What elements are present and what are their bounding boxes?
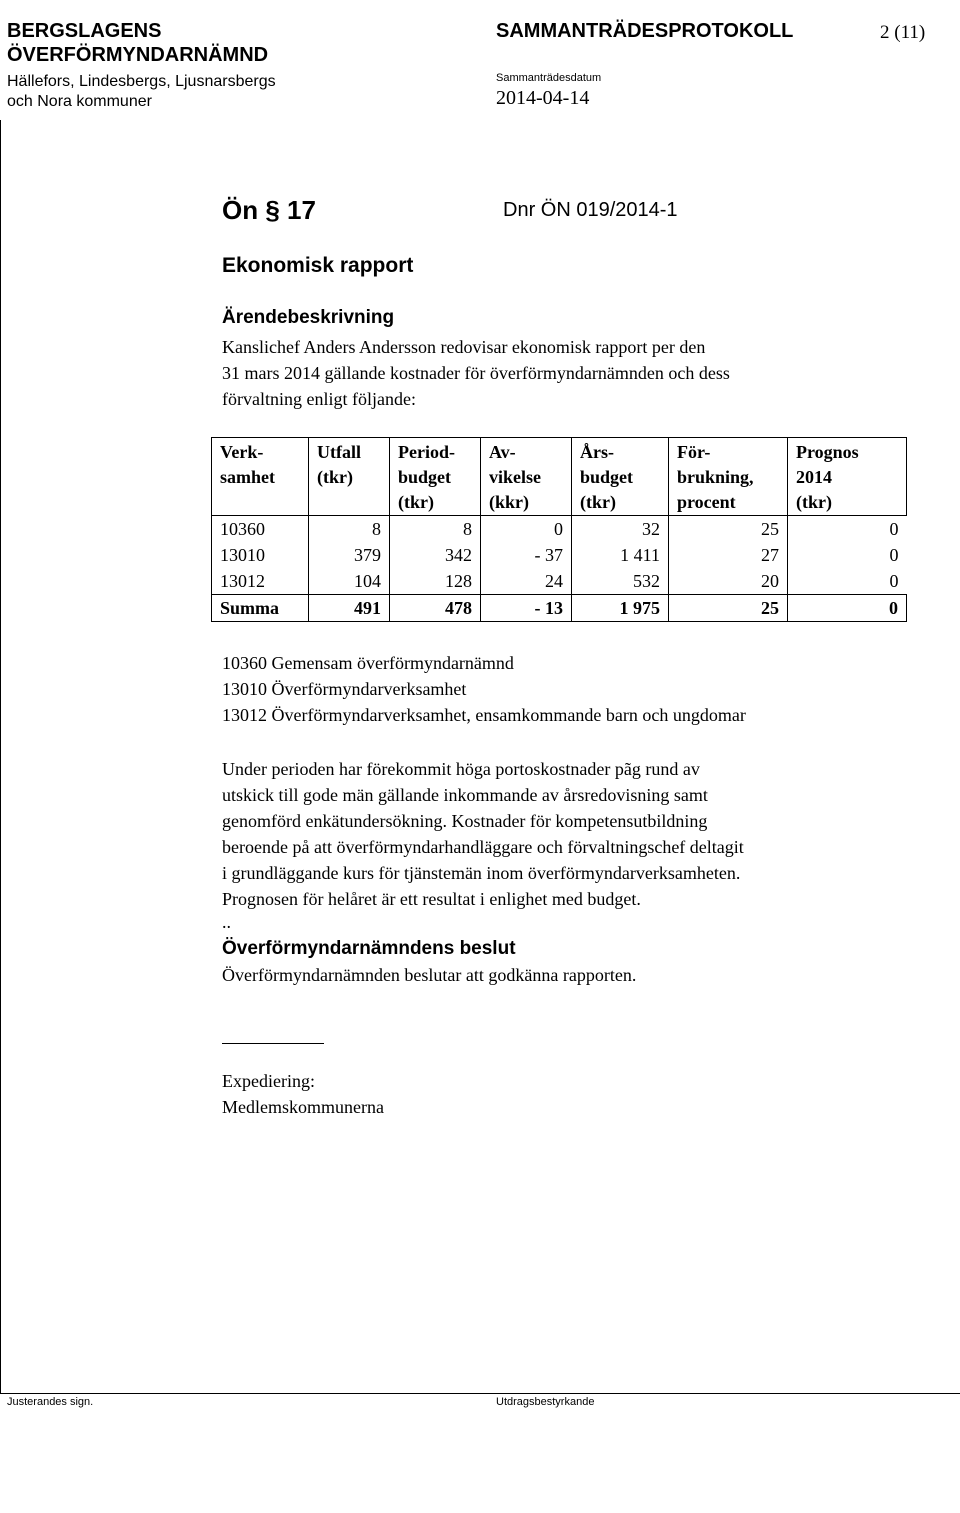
account-legend [222,650,922,728]
intro-line: Kanslichef Anders Andersson redovisar ekonomisk rapport per den [222,337,706,357]
col-header-arsbudget: Års- budget (tkr) [572,438,669,516]
table-cell: 532 [572,568,669,595]
table-row [212,516,907,543]
left-margin-rule [0,120,1,1393]
table-cell: 20 [669,568,788,595]
table-cell: 13012 [212,568,309,595]
table-cell: 0 [481,516,572,543]
intro-line: 31 mars 2014 gällande kostnader för överförmyndarnämnden och dess [222,363,730,383]
col-header-verksamhet: Verk- samhet [212,438,309,516]
body-line: utskick till gode män gällande inkommande av årsredovisning samt [222,785,708,805]
separator-dots: .. [222,912,231,932]
table-row [212,542,907,568]
paragraph-number: Ön § 17 [222,195,316,225]
table-cell: 379 [309,542,390,568]
table-cell: 491 [309,595,390,622]
distribution-value: Medlemskommunerna [222,1097,384,1117]
signature-line [222,1043,324,1044]
table-cell: 25 [669,595,788,622]
table-cell: Summa [212,595,309,622]
diary-number: Dnr ÖN 019/2014-1 [503,199,678,221]
table-cell: 128 [390,568,481,595]
table-cell: 1 411 [572,542,669,568]
budget-table [211,437,907,622]
table-header-row [212,438,907,516]
org-name-line2: ÖVERFÖRMYNDARNÄMND [7,44,269,66]
table-cell: 478 [390,595,481,622]
table-cell: 104 [309,568,390,595]
col-header-periodbudget: Period- budget (tkr) [390,438,481,516]
document-title: SAMMANTRÄDESPROTOKOLL [496,20,794,42]
case-description-heading: Ärendebeskrivning [222,307,395,328]
org-name-line1: BERGSLAGENS [7,20,162,42]
table-cell: 10360 [212,516,309,543]
table-cell: 0 [788,516,907,543]
table-cell: 342 [390,542,481,568]
table-cell: 8 [390,516,481,543]
org-municipalities-line1: Hällefors, Lindesbergs, Ljusnarsbergs [7,73,276,90]
table-cell: 25 [669,516,788,543]
meeting-date-label: Sammanträdesdatum [496,72,602,84]
col-header-prognos: Prognos 2014 (tkr) [788,438,907,516]
body-line: beroende på att överförmyndarhandläggare och förvaltningschef deltagit [222,837,744,857]
decision-heading: Överförmyndarnämndens beslut [222,938,516,959]
table-cell: 32 [572,516,669,543]
table-cell: - 37 [481,542,572,568]
body-line: Prognosen för helåret är ett resultat i enlighet med budget. [222,889,641,909]
decision-text: Överförmyndarnämnden beslutar att godkänna rapporten. [222,965,637,985]
table-cell: 0 [788,542,907,568]
table-row [212,568,907,595]
page-number: 2 (11) [880,22,926,43]
legend-line: 10360 Gemensam överförmyndarnämnd [222,653,514,673]
col-header-utfall: Utfall (tkr) [309,438,390,516]
table-cell: 13010 [212,542,309,568]
table-cell: 0 [788,568,907,595]
col-header-avvikelse: Av- vikelse (kkr) [481,438,572,516]
legend-line: 13010 Överförmyndarverksamhet [222,679,467,699]
table-cell: - 13 [481,595,572,622]
table-cell: 8 [309,516,390,543]
body-text [222,756,922,912]
table-cell: 0 [788,595,907,622]
meeting-date-value: 2014-04-14 [496,87,590,109]
footer-certification: Utdragsbestyrkande [496,1396,595,1408]
intro-text [222,334,922,412]
table-cell: 24 [481,568,572,595]
body-line: Under perioden har förekommit höga portoskostnader pãg rund av [222,759,700,779]
legend-line: 13012 Överförmyndarverksamhet, ensamkommande barn och ungdomar [222,705,746,725]
col-header-forbrukning: För- brukning, procent [669,438,788,516]
body-line: genomförd enkätundersökning. Kostnader för kompetensutbildning [222,811,708,831]
table-cell: 1 975 [572,595,669,622]
table-summary-row [212,595,907,622]
intro-line: förvaltning enligt följande: [222,389,416,409]
footer-rule [0,1393,960,1394]
org-municipalities-line2: och Nora kommuner [7,93,152,110]
table-cell: 27 [669,542,788,568]
section-title: Ekonomisk rapport [222,254,414,277]
distribution-label: Expediering: [222,1071,315,1091]
footer-adjuster-signature: Justerandes sign. [7,1396,94,1408]
body-line: i grundläggande kurs för tjänstemän inom överförmyndarverksamheten. [222,863,741,883]
